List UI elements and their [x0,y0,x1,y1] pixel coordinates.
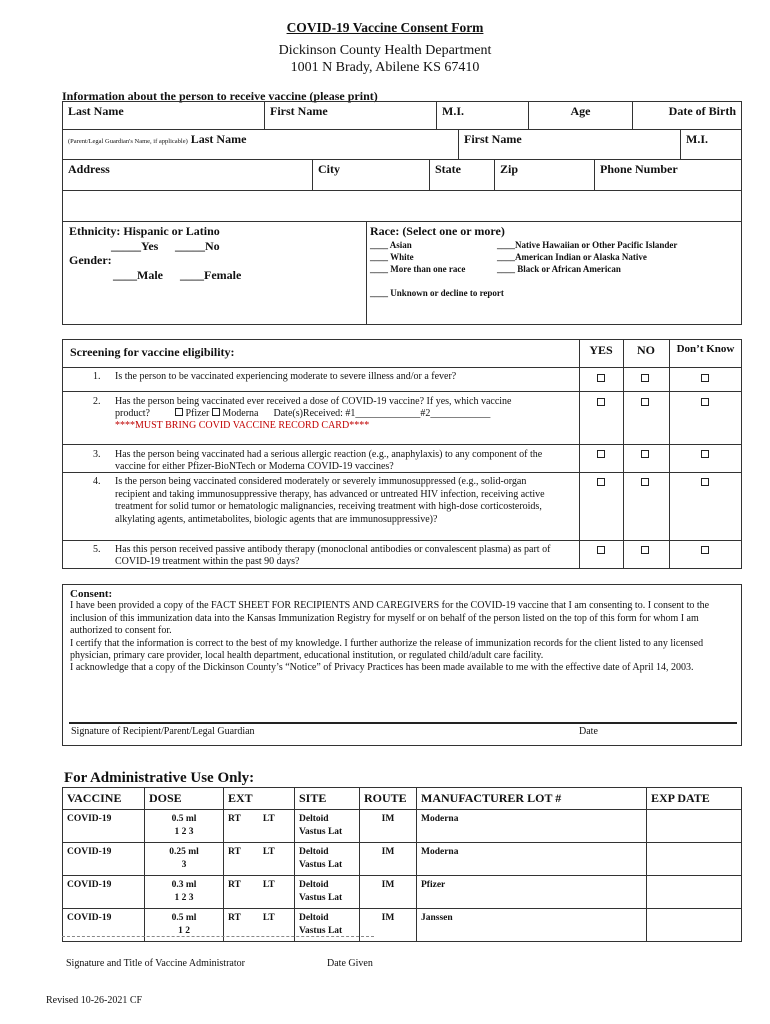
phone-field[interactable] [595,160,742,191]
q2-moderna-checkbox[interactable] [212,408,220,416]
q4-yes-checkbox[interactable] [597,478,605,486]
consent-paragraph-3: I acknowledge that a copy of the Dickinson County’s “Notice” of Privacy Practices has been made available to me with the effective date of April 14, 2003. [70,662,694,674]
guardian-first-name-field[interactable] [459,130,681,160]
admin-col-vaccine: VACCINE [63,788,145,810]
q1-number: 1. [93,371,101,382]
guardian-mi-label: M.I. [686,132,708,146]
gender-label: Gender: [69,253,112,267]
screening-col-divider-1 [579,340,580,569]
guardian-table [62,129,742,160]
q4-dont-know-checkbox[interactable] [701,478,709,486]
admin-table [62,787,742,942]
q4-text: Is the person being vaccinated considered moderately or severely immunosuppressed (e.g., solid-organ recipient and taking immunosuppressive therapy, has advanced or untreated HIV infection, receiving active treatment for solid tumor or hematologic malignancies, receiving treatment with high-dose corticosteroids, alkylating agents, antimetabolites, biologic agents that are immunosuppressive)? [115,476,545,525]
state-label: State [435,162,461,176]
dose-amount: 0.5 ml [171,814,197,824]
site-vastus: Vastus Lat [299,827,343,837]
dose-amount: 0.5 ml [171,913,197,923]
consent-heading: Consent: [70,588,113,600]
admin-signature-label: Signature and Title of Vaccine Administrator [66,958,245,969]
ext-rt: RT [228,913,241,923]
last-name-field[interactable] [63,102,265,130]
admin-site[interactable] [295,810,360,843]
q1-text: Is the person to be vaccinated experiencing moderate to severe illness and/or a fever? [115,371,457,382]
admin-site[interactable] [295,876,360,909]
ethnicity-label: Ethnicity: Hispanic or Latino [69,224,220,238]
admin-vaccine: COVID-19 [63,909,145,942]
admin-row [63,876,742,909]
col-yes: YES [589,343,613,357]
consent-date-label: Date [579,726,598,737]
race-native-hawaiian[interactable]: ____Native Hawaiian or Other Pacific Islander [497,240,678,250]
gender-male[interactable]: ____Male [113,268,163,282]
address-blank-b[interactable] [313,191,742,222]
q2-record-card-note: ****MUST BRING COVID VACCINE RECORD CARD**** [115,420,370,431]
site-deltoid: Deltoid [299,814,329,824]
gender-female[interactable]: ____Female [180,268,242,282]
col-no: NO [637,343,655,357]
consent-paragraph-1: I have been provided a copy of the FACT SHEET FOR RECIPIENTS AND CAREGIVERS for the COVID-19 vaccine that I am consenting to. I consent to the inclusion of this immunization data into the Kansas Immunization Registry for myself or on behalf of the person listed on the top of this form for whom I am authorized to consent for. [70,600,710,637]
guardian-last-name-field[interactable] [63,130,459,160]
q2-dont-know-checkbox[interactable] [701,398,709,406]
site-vastus: Vastus Lat [299,860,343,870]
signature-line[interactable] [69,722,737,724]
admin-exp[interactable] [647,876,742,909]
address-blank-a[interactable] [63,191,313,222]
q2-line2 [115,408,577,420]
form-title: COVID-19 Vaccine Consent Form [286,20,484,35]
admin-ext[interactable] [224,810,295,843]
admin-exp[interactable] [647,909,742,942]
q4-number: 4. [93,476,101,487]
ethnicity-no[interactable]: _____No [175,239,220,253]
first-name-label: First Name [270,104,328,118]
admin-dose[interactable] [145,810,224,843]
revised-note: Revised 10-26-2021 CF [46,995,143,1006]
screening-box [62,339,742,569]
q2-number: 2. [93,396,101,407]
ext-lt: LT [262,880,275,890]
admin-row [63,843,742,876]
admin-route: IM [360,810,417,843]
race-more-than-one[interactable]: ____ More than one race [370,264,466,274]
mi-label: M.I. [442,104,464,118]
admin-vaccine: COVID-19 [63,843,145,876]
state-field[interactable] [430,160,495,191]
admin-vaccine: COVID-19 [63,810,145,843]
screening-row-divider [63,367,742,368]
ext-rt: RT [228,847,241,857]
site-deltoid: Deltoid [299,880,329,890]
race-label: Race: (Select one or more) [370,224,505,238]
admin-heading: For Administrative Use Only: [64,770,255,786]
q2-line1: Has the person being vaccinated ever received a dose of COVID-19 vaccine? If yes, which vaccine [115,396,512,407]
q2-yes-checkbox[interactable] [597,398,605,406]
race-black[interactable]: ____ Black or African American [497,264,621,274]
admin-exp[interactable] [647,810,742,843]
last-name-label: Last Name [68,104,124,118]
ext-rt: RT [228,814,241,824]
mi-field[interactable] [437,102,529,130]
department-address: 1001 N Brady, Abilene KS 67410 [290,60,480,75]
dose-amount: 0.3 ml [171,880,197,890]
phone-label: Phone Number [600,162,678,176]
site-deltoid: Deltoid [299,847,329,857]
race-asian[interactable]: ____ Asian [370,240,412,250]
address-field[interactable] [63,160,313,191]
q3-no-checkbox[interactable] [641,450,649,458]
department-header [0,42,770,76]
dose-number: 1 2 3 [174,893,194,903]
q1-yes-checkbox[interactable] [597,374,605,382]
address-table [62,159,742,222]
race-white[interactable]: ____ White [370,252,414,262]
q5-no-checkbox[interactable] [641,546,649,554]
screening-col-divider-2 [623,340,624,569]
consent-text [70,588,736,675]
dose-number: 3 [181,860,187,870]
admin-manufacturer[interactable]: Janssen [417,909,647,942]
q1-no-checkbox[interactable] [641,374,649,382]
q3-dont-know-checkbox[interactable] [701,450,709,458]
admin-route: IM [360,909,417,942]
admin-ext[interactable] [224,843,295,876]
site-deltoid: Deltoid [299,913,329,923]
guardian-last-name-label: Last Name [190,132,247,146]
q2-moderna-label: Moderna [222,408,259,419]
ext-lt: LT [262,847,275,857]
admin-col-route: ROUTE [360,788,417,810]
site-vastus: Vastus Lat [299,893,343,903]
consent-paragraph-2: I certify that the information is correct to the best of my knowledge. I further authorize the release of immunization records for the client listed to any licensed physician, primary care provider, local health department, educational institution, or regulated child/adult care facility. [70,637,704,662]
zip-label: Zip [500,162,519,176]
q2-product-label: product? [115,408,150,419]
q1-dont-know-checkbox[interactable] [701,374,709,382]
q5-dont-know-checkbox[interactable] [701,546,709,554]
admin-col-lot: MANUFACTURER LOT # [417,788,647,810]
admin-manufacturer[interactable]: Moderna [417,843,647,876]
date-given-label: Date Given [327,958,373,969]
age-field[interactable] [529,102,633,130]
age-label: Age [570,104,591,118]
consent-box [62,584,742,746]
admin-col-exp: EXP DATE [647,788,742,810]
demographics-divider [366,222,367,325]
person-section-title: Information about the person to receive vaccine (please print) [62,89,378,103]
screening-heading: Screening for vaccine eligibility: [70,345,235,359]
col-dont-know: Don’t Know [676,343,735,355]
admin-dose[interactable] [145,843,224,876]
address-label: Address [68,162,110,176]
admin-col-dose: DOSE [145,788,224,810]
ethnicity-yes[interactable]: _____Yes [111,239,159,253]
dob-field[interactable] [633,102,742,130]
screening-row-divider [63,540,742,541]
q5-text: Has this person received passive antibody therapy (monoclonal antibodies or convalescent plasma) as part of COVID-19 treatment within the past 90 days? [115,544,551,567]
admin-route: IM [360,843,417,876]
dose-number: 1 2 [178,926,190,936]
ext-lt: LT [262,913,275,923]
admin-col-site: SITE [295,788,360,810]
admin-manufacturer[interactable]: Pfizer [417,876,647,909]
admin-col-ext: EXT [224,788,295,810]
department-name: Dickinson County Health Department [278,43,492,58]
race-american-indian[interactable]: ____American Indian or Alaska Native [497,252,647,262]
signature-label: Signature of Recipient/Parent/Legal Guardian [71,726,255,737]
q2-text [115,396,577,432]
city-label: City [318,162,340,176]
q3-number: 3. [93,449,101,460]
q2-dates[interactable]: Date(s)Received: #1_____________#2____________ [273,408,491,419]
admin-exp[interactable] [647,843,742,876]
person-info-table [62,101,742,130]
q5-yes-checkbox[interactable] [597,546,605,554]
q2-pfizer-label: Pfizer [185,408,210,419]
admin-ext[interactable] [224,876,295,909]
admin-manufacturer[interactable]: Moderna [417,810,647,843]
admin-vaccine: COVID-19 [63,876,145,909]
site-vastus: Vastus Lat [299,926,343,936]
race-unknown[interactable]: ____ Unknown or decline to report [370,288,504,298]
admin-site[interactable] [295,843,360,876]
admin-dose[interactable] [145,876,224,909]
screening-col-divider-3 [669,340,670,569]
admin-row [63,810,742,843]
guardian-mi-field[interactable] [681,130,742,160]
dob-label: Date of Birth [668,104,736,118]
guardian-first-name-label: First Name [464,132,522,146]
q5-number: 5. [93,544,101,555]
q2-pfizer-checkbox[interactable] [175,408,183,416]
ext-lt: LT [262,814,275,824]
q3-yes-checkbox[interactable] [597,450,605,458]
q4-no-checkbox[interactable] [641,478,649,486]
dose-number: 1 2 3 [174,827,194,837]
admin-signature-line[interactable] [62,936,374,937]
q3-text: Has the person being vaccinated had a serious allergic reaction (e.g., anaphylaxis) to any component of the vaccine for either Pfizer-BioNTech or Moderna COVID-19 vaccines? [115,449,543,472]
admin-route: IM [360,876,417,909]
zip-field[interactable] [495,160,595,191]
dose-amount: 0.25 ml [169,847,199,857]
city-field[interactable] [313,160,430,191]
guardian-note: (Parent/Legal Guardian's Name, if applicable) [68,138,188,145]
ext-rt: RT [228,880,241,890]
screening-row-divider [63,444,742,445]
screening-row-divider [63,391,742,392]
q2-no-checkbox[interactable] [641,398,649,406]
first-name-field[interactable] [265,102,437,130]
demographics-box [62,221,742,325]
